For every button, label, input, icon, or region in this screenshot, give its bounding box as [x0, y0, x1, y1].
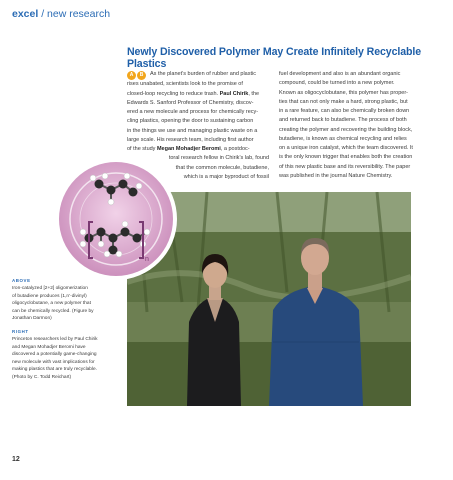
caption-line: and Megan Mohadjer Beromi have — [12, 344, 86, 350]
body-text: , the — [248, 90, 260, 97]
article-headline: Newly Discovered Polymer May Create Infinitely Recyclable Plastics — [127, 46, 421, 70]
body-text: was published in the journal Nature Chemistry. — [279, 172, 393, 179]
caption-line: new molecule with vast implications for — [12, 359, 95, 365]
body-text: large scale. His research team, including first author — [127, 136, 254, 143]
body-text: of this new plastic base and its reversibility. The paper — [279, 163, 411, 170]
body-text: is the only known trigger that enables both the creation — [279, 154, 413, 161]
brand-label: excel — [12, 8, 39, 20]
caption-line: Jonathan Darmon) — [12, 316, 52, 322]
caption-label-right: RIGHT — [12, 328, 29, 334]
person-name: Megan Mohadjer Beromi — [156, 146, 221, 152]
body-text: As the planet’s burden of rubber and plastic — [150, 71, 256, 77]
body-text: creating the polymer and recovering the building block, — [279, 126, 413, 133]
body-text: Known as oligocyclobutane, this polymer has proper- — [279, 89, 409, 96]
article-column-left — [127, 70, 269, 182]
body-text: ties that can not only make a hard, strong plastic, but — [279, 98, 408, 105]
body-text: Edwards S. Sanford Professor of Chemistry, discov- — [127, 99, 254, 106]
body-text: cling plastics, opening the door to sustaining carbon — [127, 118, 254, 125]
chip-a-icon[interactable]: A — [127, 71, 136, 80]
body-text: , a postdoc- — [220, 146, 250, 152]
person-name: Paul Chirik — [219, 90, 249, 97]
col1-line — [127, 70, 269, 80]
caption-line: of butadiene produces (1,n’-divinyl) — [12, 293, 87, 299]
captions — [12, 278, 122, 388]
page-number: 12 — [12, 456, 20, 463]
body-text: ered a new molecule and process for chemically recy- — [127, 109, 259, 115]
caption-above — [12, 285, 122, 323]
header-separator: / — [41, 8, 45, 20]
body-text: that the common molecule, butadiene, — [175, 164, 269, 171]
col1-line — [127, 145, 269, 154]
oligocyclobutane-structure-icon — [59, 162, 173, 276]
body-text: toral research fellow in Chirik’s lab, found — [168, 155, 269, 162]
body-text: fuel development and also is an abundant organic — [279, 71, 401, 77]
caption-line: making plastics that are truly recyclable. — [12, 367, 98, 373]
article-column-right — [279, 70, 421, 181]
caption-line: (Photo by C. Todd Reichart) — [12, 374, 72, 380]
body-text: of the study — [127, 146, 156, 152]
caption-line: discovered a potentially game-changing — [12, 352, 97, 358]
molecule-diagram — [59, 162, 173, 276]
subscript-n: n — [145, 256, 149, 263]
body-text: which is a major byproduct of fossil — [183, 173, 269, 180]
body-text: in the things we use and managing plastic waste on a — [127, 127, 258, 134]
body-text: and returned back to butadiene. The process of both — [279, 117, 407, 124]
col1-line — [127, 90, 269, 99]
body-text: on a unique iron catalyst, which the team discovered. It — [279, 145, 413, 151]
molecule-figure — [55, 158, 177, 280]
chip-b-icon[interactable]: B — [137, 71, 146, 80]
caption-label-above: ABOVE — [12, 278, 31, 283]
body-text: rises unabated, scientists look to the promise of — [127, 81, 243, 88]
body-text: compound, could be turned into a new polymer. — [279, 80, 395, 87]
caption-line: Iron-catalyzed [2+2] oligomerization — [12, 286, 88, 291]
body-text: in a rare feature, can also be chemically broken down — [279, 108, 410, 114]
caption-line: can be chemically recycled. (Figure by — [12, 308, 94, 314]
caption-line: oligocyclobutane, a new polymer that — [12, 301, 91, 307]
body-text: closed-loop recycling to reduce trash. — [127, 90, 219, 97]
audio-chips[interactable] — [127, 71, 147, 80]
caption-right — [12, 336, 122, 382]
caption-line: Princeton researchers led by Paul Chirik — [12, 336, 98, 342]
section-label: new research — [47, 8, 111, 20]
section-header — [12, 8, 110, 20]
body-text: butadiene, is known as chemical recycling and relies — [279, 135, 407, 142]
